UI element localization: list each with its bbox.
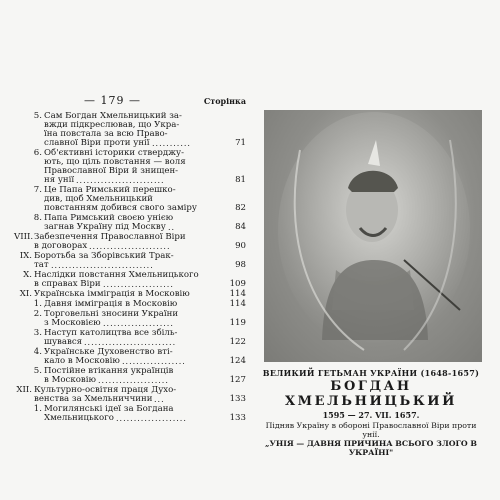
- toc-leader-dots: ...: [154, 395, 165, 404]
- caption-dates: 1595 — 27. VII. 1657.: [322, 410, 420, 420]
- toc-page-number: 124: [229, 356, 246, 366]
- running-head: Сторінка: [203, 96, 246, 106]
- toc-entry: [14, 348, 246, 366]
- toc-entry-number: 4.: [33, 347, 42, 357]
- toc-page-number: 81: [235, 175, 246, 185]
- toc-entry-text: Хмельницького: [44, 413, 114, 423]
- toc-entry-number: XII.: [16, 385, 32, 395]
- toc-entry-text: див, щоб Хмельницький: [44, 194, 153, 204]
- toc-entry: [14, 329, 246, 347]
- toc-entry-number: 6.: [33, 148, 42, 158]
- toc-leader-dots: .........................: [76, 176, 165, 185]
- toc-entry-text: загнав Україну під Москву: [44, 222, 166, 232]
- toc-leader-dots: .............................: [51, 261, 154, 270]
- toc-page-number: 114: [229, 289, 246, 299]
- toc-leader-dots: ....................: [103, 280, 174, 289]
- toc-entry-text: в справах Віри: [34, 279, 101, 289]
- toc-entry-text: Забезпечення Православної Віри: [34, 232, 186, 242]
- toc-entry-text: ють, що ціль повстання — воля: [44, 157, 186, 167]
- right-page: [256, 94, 486, 457]
- toc-entry-text: Постійне втікання українців: [44, 366, 174, 376]
- caption-quote: „УНІЯ — ДАВНЯ ПРИЧИНА ВСЬОГО ЗЛОГО В УКРАЇНІ": [265, 439, 477, 457]
- portrait-illustration: [264, 110, 482, 362]
- toc-page-number: 114: [229, 299, 246, 309]
- toc-entry-text: Сам Богдан Хмельницький за-: [44, 111, 182, 121]
- toc-leader-dots: .......................: [89, 242, 171, 251]
- toc-entry-text: Православної Віри й знищен-: [44, 166, 179, 176]
- toc-entry-text: венства за Хмельниччини: [34, 394, 153, 404]
- toc-entry-text: вжди підкреслював, що Укра-: [44, 120, 180, 130]
- toc-entry-text: в договорах: [34, 241, 88, 251]
- toc-entry-text: Наступ католицтва все збіль-: [44, 328, 178, 338]
- toc-entry-number: 1.: [33, 299, 42, 309]
- toc-leader-dots: ....................: [116, 414, 187, 423]
- portrait-caption: [256, 368, 486, 457]
- toc-leader-dots: ....................: [103, 319, 174, 328]
- toc-entry: [14, 271, 246, 289]
- toc-entry-number: 5.: [33, 111, 42, 121]
- toc-entry: [14, 214, 246, 232]
- caption-title: ВЕЛИКИЙ ГЕТЬМАН УКРАЇНИ (1648-1657): [262, 368, 480, 378]
- toc-entry-text: Папа Римський своєю унією: [44, 213, 174, 223]
- toc-leader-dots: ....................: [98, 376, 169, 385]
- toc-entry-text: тат: [34, 260, 49, 270]
- caption-description: Підняв Україну в обороні Православної Віри проти унії.: [265, 421, 477, 439]
- toc-entry: [14, 186, 246, 213]
- toc-entry-text: Українське Духовенство вті-: [44, 347, 173, 357]
- toc-entry: [14, 149, 246, 185]
- toc-entry-text: Культурно-освітня праця Духо-: [34, 385, 177, 395]
- toc-page-number: 71: [235, 138, 246, 148]
- caption-name: БОГДАН ХМЕЛЬНИЦЬКИЙ: [284, 379, 458, 409]
- toc-entry-text: повстанням добився свого заміру: [44, 203, 197, 213]
- toc-entry-text: ня унії: [44, 175, 75, 185]
- toc-leader-dots: ...........: [152, 139, 191, 148]
- toc-entry-text: Боротьба за Зборівський Трак-: [34, 251, 174, 261]
- toc-entry: [14, 405, 246, 423]
- toc-entry-text: Могилянські ідеї за Богдана: [44, 404, 174, 414]
- toc-entry-number: 3.: [33, 328, 42, 338]
- toc-leader-dots: ..................: [122, 357, 186, 366]
- toc-leader-dots: ..: [168, 223, 176, 232]
- toc-entry-text: Давня імміграція в Московію: [44, 299, 178, 309]
- portrait-image: [264, 110, 482, 362]
- toc-entry: [14, 290, 246, 299]
- toc-entry-text: славної Віри проти унії: [44, 138, 150, 148]
- toc-entry-number: 5.: [33, 366, 42, 376]
- toc-page-number: 90: [235, 241, 246, 251]
- toc-entry-text: їна повстала за всю Право-: [44, 129, 168, 139]
- toc-entry-text: в Московію: [44, 375, 96, 385]
- toc-page-number: 82: [235, 203, 246, 213]
- toc-entry-number: VIII.: [14, 232, 34, 242]
- toc-page-number: 127: [229, 375, 246, 385]
- toc-entry-text: Торговельні зносини України: [44, 309, 179, 319]
- toc-entry: [14, 367, 246, 385]
- toc-entry: [14, 112, 246, 148]
- toc-entry-text: Наслідки повстання Хмельницького: [34, 270, 199, 280]
- toc-page-number: 133: [229, 413, 246, 423]
- toc-entry-text: з Московією: [44, 318, 101, 328]
- toc-entry-number: XI.: [19, 289, 32, 299]
- toc-page-number: 109: [229, 279, 246, 289]
- toc-entry-text: Це Папа Римський перешко-: [44, 185, 176, 195]
- toc-leader-dots: ..........................: [84, 338, 177, 347]
- page-header: [14, 94, 246, 110]
- toc-entry: [14, 252, 246, 270]
- toc-entry-text: Українська імміграція в Московію: [34, 289, 190, 299]
- toc-entry: [14, 233, 246, 251]
- toc-entry-number: IX.: [19, 251, 32, 261]
- toc-entry-number: X.: [23, 270, 32, 280]
- page-number: — 179 —: [84, 94, 141, 107]
- toc-entry: [14, 386, 246, 404]
- toc-entry: [14, 310, 246, 328]
- toc-page-number: 119: [229, 318, 246, 328]
- toc-entry-number: 2.: [33, 309, 42, 319]
- toc-entry-text: Об'єктивні історики стверджу-: [44, 148, 184, 158]
- toc-page-number: 122: [229, 337, 246, 347]
- toc-entry-number: 8.: [33, 213, 42, 223]
- toc-page-number: 98: [235, 260, 246, 270]
- left-page: [14, 94, 246, 424]
- toc-entry-text: шувався: [44, 337, 83, 347]
- toc-entry-number: 1.: [33, 404, 42, 414]
- toc-entry-text: кало в Московію: [44, 356, 120, 366]
- toc-entry-number: 7.: [33, 185, 42, 195]
- toc-page-number: 133: [229, 394, 246, 404]
- toc-page-number: 84: [235, 222, 246, 232]
- toc-entry: [14, 300, 246, 309]
